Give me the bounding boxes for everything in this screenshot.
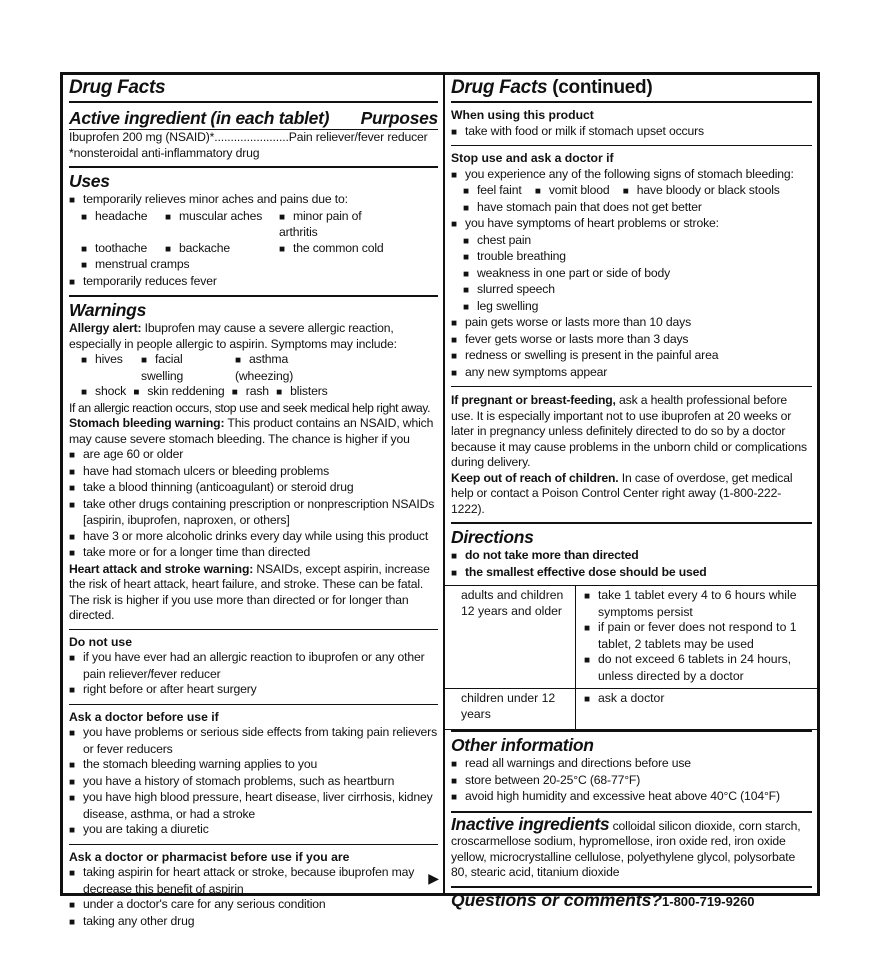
list-item: ■ facial swelling — [141, 352, 225, 384]
questions-phone: 1-800-719-9260 — [662, 893, 755, 909]
directions-section — [451, 524, 812, 732]
list-item: ■ fever gets worse or lasts more than 3 days — [451, 332, 812, 349]
list-item: ■ you have symptoms of heart problems or stroke: — [451, 216, 812, 233]
list-item: ■ any new symptoms appear — [451, 365, 812, 382]
list-item: ■ you have high blood pressure, heart disease, liver cirrhosis, kidney disease, asthma, or had a stroke — [69, 790, 438, 822]
list-item: ■ you have a history of stomach problems, such as heartburn — [69, 774, 438, 791]
list-item: ■ toothache — [81, 241, 155, 258]
directions-heading: Directions — [451, 527, 534, 547]
drug-facts-panel — [60, 72, 820, 928]
questions-heading: Questions or comments? — [451, 889, 663, 910]
purposes-heading: Purposes — [360, 108, 438, 128]
inactive-ingredients-heading: Inactive ingredients — [451, 813, 610, 834]
active-ingredient-heading: Active ingredient (in each tablet) — [69, 108, 330, 128]
table-row — [445, 586, 817, 689]
pregnancy-section — [451, 387, 812, 524]
list-item: ■ take a blood thinning (anticoagulant) or steroid drug — [69, 480, 438, 497]
uses-list — [69, 209, 438, 274]
list-item: ■ asthma (wheezing) — [235, 352, 325, 384]
table-row — [445, 689, 817, 730]
list-item: ■ store between 20-25°C (68-77°F) — [451, 773, 812, 790]
continued-title-section — [451, 75, 812, 103]
uses-section — [69, 168, 438, 297]
heart-warning: Heart attack and stroke warning: NSAIDs, except aspirin, increase the risk of heart attack, heart failure, and stroke. These can be fatal. The risk is higher if you use more than directed or for longer than directed. — [69, 561, 430, 622]
active-ingredient-section — [69, 103, 438, 168]
inactive-ingredients-section — [451, 813, 812, 888]
list-item: ■ you are taking a diuretic — [69, 822, 438, 839]
stomach-warning: Stomach bleeding warning: This product contains an NSAID, which may cause severe stomach bleeding. The chance is higher if you — [69, 416, 434, 446]
warnings-heading: Warnings — [69, 300, 147, 320]
list-item: ■ take other drugs containing prescription or nonprescription NSAIDs [aspirin, ibuprofen, naproxen, or others] — [69, 497, 438, 529]
list-item: ■ do not take more than directed — [451, 548, 812, 565]
list-item: ■ weakness in one part or side of body — [463, 266, 670, 283]
active-ingredient-footnote: *nonsteroidal anti-inflammatory drug — [69, 145, 260, 160]
list-item: ■ the common cold — [279, 241, 399, 258]
ask-doctor-section — [69, 705, 438, 845]
list-item: ■ have had stomach ulcers or bleeding problems — [69, 464, 438, 481]
allergy-alert: Allergy alert: Ibuprofen may cause a severe allergic reaction, especially in people allergic to aspirin. Symptoms may include: — [69, 321, 397, 351]
list-item: ■ vomit blood — [535, 183, 610, 200]
drug-facts-continued-title: Drug Facts — [451, 77, 548, 98]
ask-doctor-heading: Ask a doctor before use if — [69, 709, 219, 724]
list-item: ■ if pain or fever does not respond to 1 tablet, 2 tablets may be used — [584, 620, 813, 652]
bleeding-signs — [451, 183, 812, 200]
list-item: ■ slurred speech — [463, 282, 555, 299]
list-item: ■ the smallest effective dose should be used — [451, 565, 812, 582]
continued-label: (continued) — [547, 77, 653, 98]
table-cell — [576, 689, 818, 730]
ask-pharmacist-section — [69, 845, 438, 936]
list-item: ■ you have problems or serious side effects from taking pain relievers or fever reducers — [69, 725, 438, 757]
list-item: ■ backache — [165, 241, 269, 258]
table-cell: adults and children 12 years and older — [445, 586, 576, 689]
symptoms-list-2 — [69, 384, 438, 401]
list-item: ■ pain gets worse or lasts more than 10 days — [451, 315, 812, 332]
list-item: ■ blisters — [276, 384, 327, 401]
list-item: ■ skin reddening — [133, 384, 224, 401]
list-item: ■ shock — [81, 384, 126, 401]
list-item: ■ if you have ever had an allergic reaction to ibuprofen or any other pain reliever/fever reducer — [69, 650, 438, 682]
drug-facts-title: Drug Facts — [69, 75, 438, 103]
list-item: ■ redness or swelling is present in the painful area — [451, 348, 812, 365]
warnings-section — [69, 297, 438, 630]
allergy-after: If an allergic reaction occurs, stop use and seek medical help right away. — [69, 400, 431, 415]
list-item: ■ have bloody or black stools — [623, 183, 780, 200]
list-item: ■ are age 60 or older — [69, 447, 438, 464]
list-item: ■ hives — [81, 352, 131, 384]
questions-section — [451, 888, 812, 916]
pregnancy-warning: If pregnant or breast-feeding, ask a health professional before use. It is especially important not to use ibuprofen at 20 weeks or later in pregnancy unless definitely directed to do so by a doctor because it may cause problems in the unborn child or complications during delivery. — [451, 393, 807, 469]
ask-pharmacist-heading: Ask a doctor or pharmacist before use if you are — [69, 849, 350, 864]
other-information-section — [451, 732, 812, 813]
list-item: ■ do not exceed 6 tablets in 24 hours, unless directed by a doctor — [584, 652, 813, 684]
do-not-use-section — [69, 630, 438, 705]
do-not-use-heading: Do not use — [69, 634, 132, 649]
left-column — [63, 75, 443, 928]
when-using-section — [451, 103, 812, 146]
list-item: ■ take more or for a longer time than directed — [69, 545, 438, 562]
list-item: ■ right before or after heart surgery — [69, 682, 438, 699]
table-cell — [576, 586, 818, 689]
list-item: ■ the stomach bleeding warning applies to you — [69, 757, 438, 774]
list-item: ■ under a doctor's care for any serious condition — [69, 897, 438, 914]
list-item: ■ read all warnings and directions before use — [451, 756, 812, 773]
list-item: ■ taking aspirin for heart attack or stroke, because ibuprofen may decrease this benefit of aspirin — [69, 865, 438, 897]
list-item: ■ menstrual cramps — [81, 257, 399, 274]
list-item: ■ minor pain of arthritis — [279, 209, 399, 241]
continued-arrow-icon: ▶ — [428, 870, 439, 886]
list-item: ■ muscular aches — [165, 209, 269, 241]
stop-use-section — [451, 146, 812, 387]
keep-out-of-reach: Keep out of reach of children. In case of overdose, get medical help or contact a Poison Control Center right away (1-800-222-1222). — [451, 470, 793, 516]
list-item: ■ chest pain — [463, 233, 531, 250]
list-item: ■ taking any other drug — [69, 914, 438, 931]
uses-heading: Uses — [69, 171, 110, 191]
active-ingredient-line: Ibuprofen 200 mg (NSAID)*.......................Pain reliever/fever reducer — [69, 129, 438, 146]
table-cell: children under 12 years — [445, 689, 576, 730]
list-item: ■ trouble breathing — [463, 249, 566, 266]
list-item: ■ have stomach pain that does not get better — [463, 200, 702, 217]
list-item: ■ you experience any of the following signs of stomach bleeding: — [451, 167, 812, 184]
other-information-heading: Other information — [451, 735, 594, 755]
list-item: ■ leg swelling — [463, 299, 538, 316]
list-item: ■ take with food or milk if stomach upset occurs — [451, 124, 812, 141]
when-using-heading: When using this product — [451, 108, 594, 122]
list-item: ■ have 3 or more alcoholic drinks every day while using this product — [69, 529, 438, 546]
list-item: ■ feel faint — [463, 183, 522, 200]
right-column — [443, 75, 817, 910]
directions-table — [445, 585, 817, 730]
list-item: ■ take 1 tablet every 4 to 6 hours while symptoms persist — [584, 588, 813, 620]
symptoms-list — [69, 352, 438, 384]
list-item: ■ rash — [232, 384, 269, 401]
list-item: ■ avoid high humidity and excessive heat above 40°C (104°F) — [451, 789, 812, 806]
stop-use-heading: Stop use and ask a doctor if — [451, 151, 614, 165]
list-item: ■ headache — [81, 209, 155, 241]
inactive-ingredients: Inactive ingredients colloidal silicon dioxide, corn starch, croscarmellose sodium, hypromellose, iron oxide red, iron oxide yellow, microcrystalline cellulose, polyethylene glycol, polysorbate 80, stearic acid, titanium dioxide — [451, 813, 801, 879]
uses-intro: ■ temporarily relieves minor aches and pains due to: — [69, 192, 438, 209]
list-item: ■ ask a doctor — [584, 691, 813, 708]
uses-last: ■ temporarily reduces fever — [69, 274, 438, 291]
